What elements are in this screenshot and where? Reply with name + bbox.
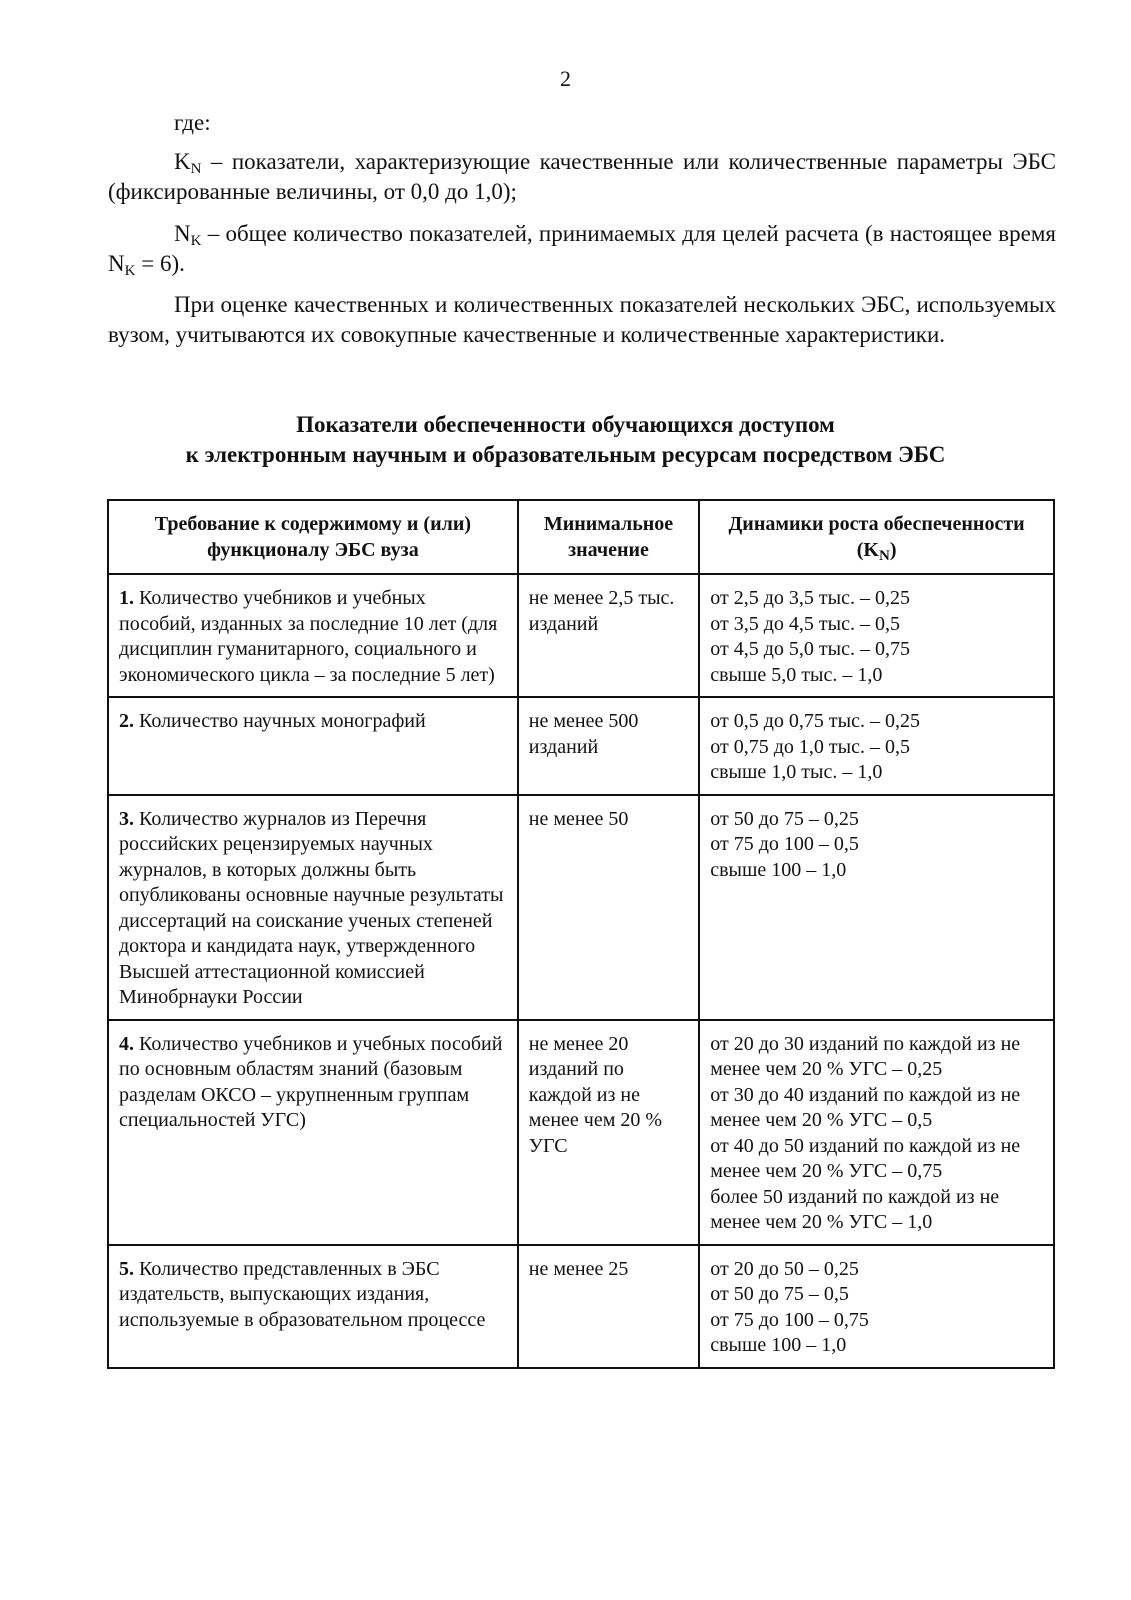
row-number: 3.: [119, 807, 134, 830]
header-requirement: Требование к содержимому и (или) функционалу ЭБС вуза: [108, 500, 518, 574]
heading-line-1: Показатели обеспеченности обучающихся доступом: [296, 412, 835, 437]
dynamics-line: от 3,5 до 4,5 тыс. – 0,5: [710, 612, 900, 635]
dynamics-line: свыше 100 – 1,0: [710, 858, 847, 881]
dynamics-line: от 40 до 50 изданий по каждой из не менее чем 20 % УГС – 0,75: [710, 1134, 1021, 1182]
dynamics-line: от 0,5 до 0,75 тыс. – 0,25: [710, 710, 920, 732]
dynamics-line: от 4,5 до 5,0 тыс. – 0,75: [710, 638, 910, 660]
requirement-text: Количество представленных в ЭБС издательств, выпускающих издания, используемые в образовательном процессе: [119, 1257, 486, 1331]
minimum-cell: не менее 50: [518, 795, 699, 1020]
requirement-cell: [108, 574, 518, 697]
assessment-text: При оценке качественных и количественных показателей нескольких ЭБС, используемых вузом, учитываются их совокупные качественные и количественные характеристики.: [108, 292, 1056, 347]
dynamics-line: от 0,75 до 1,0 тыс. – 0,5: [710, 735, 910, 758]
indicators-table: [107, 499, 1055, 1369]
header-dynamics-subscript: N: [878, 547, 890, 564]
requirement-cell: [108, 1245, 518, 1368]
nk-inline-subscript: K: [124, 263, 136, 279]
nk-definition-part1: – общее количество показателей, принимаемых для целей расчета (в настоящее время N: [108, 221, 1056, 276]
minimum-cell: не менее 25: [518, 1245, 699, 1368]
nk-symbol: N: [174, 221, 191, 246]
requirement-text: Количество научных монографий: [134, 710, 426, 732]
nk-subscript: K: [190, 233, 202, 249]
dynamics-line: свыше 5,0 тыс. – 1,0: [710, 663, 883, 686]
table-row: [108, 795, 1054, 1020]
paragraph-nk: [108, 219, 1056, 279]
page-number: 2: [560, 66, 571, 91]
table-row: [108, 697, 1054, 795]
kn-definition: – показатели, характеризующие качественные или количественные параметры ЭБС (фиксированные величины, от 0,0 до 1,0);: [108, 149, 1056, 204]
paragraph-kn: [108, 147, 1056, 207]
header-dynamics-end: ): [889, 538, 897, 561]
row-number: 2.: [119, 710, 134, 732]
where-label: где:: [174, 110, 211, 135]
requirement-cell: [108, 795, 518, 1020]
requirement-text: Количество учебников и учебных пособий, изданных за последние 10 лет (для дисциплин гуманитарного, социального и экономического цикла – за последние 5 лет): [119, 587, 498, 686]
requirement-text: Количество учебников и учебных пособий по основным областям знаний (базовым разделам ОКСО – укрупненным группам специальностей УГС): [119, 1032, 503, 1131]
dynamics-cell: [699, 574, 1054, 697]
dynamics-line: свыше 1,0 тыс. – 1,0: [710, 761, 883, 783]
dynamics-cell: [699, 1020, 1054, 1245]
dynamics-line: от 50 до 75 – 0,5: [710, 1283, 849, 1305]
requirement-text: Количество журналов из Перечня российских рецензируемых научных журналов, в которых должны быть опубликованы основные научные результаты диссертаций на соискание ученых степеней доктора и кандидата наук, утвержденного Высшей аттестационной комиссией Минобрнауки России: [119, 807, 504, 1008]
dynamics-line: от 2,5 до 3,5 тыс. – 0,25: [710, 587, 910, 609]
kn-subscript: N: [190, 161, 202, 177]
dynamics-line: от 20 до 50 – 0,25: [710, 1257, 859, 1280]
dynamics-line: свыше 100 – 1,0: [710, 1334, 847, 1356]
row-number: 5.: [119, 1257, 134, 1280]
table-row: [108, 1020, 1054, 1245]
minimum-cell: не менее 2,5 тыс. изданий: [518, 574, 699, 697]
dynamics-cell: [699, 795, 1054, 1020]
dynamics-line: от 50 до 75 – 0,25: [710, 807, 859, 830]
header-minimum: Минимальное значение: [518, 500, 699, 574]
dynamics-line: от 30 до 40 изданий по каждой из не менее чем 20 % УГС – 0,5: [710, 1083, 1021, 1131]
row-number: 4.: [119, 1032, 134, 1055]
minimum-cell: не менее 500 изданий: [518, 697, 699, 795]
dynamics-line: от 75 до 100 – 0,5: [710, 833, 859, 855]
row-number: 1.: [119, 587, 134, 609]
requirement-cell: [108, 697, 518, 795]
paragraph-assessment: [108, 290, 1056, 350]
requirement-cell: [108, 1020, 518, 1245]
dynamics-line: от 75 до 100 – 0,75: [710, 1308, 869, 1331]
table-row: [108, 1245, 1054, 1368]
table-heading: [0, 410, 1131, 470]
minimum-cell: не менее 20 изданий по каждой из не менее чем 20 % УГС: [518, 1020, 699, 1245]
table-header-row: [108, 500, 1054, 574]
dynamics-cell: [699, 1245, 1054, 1368]
table-row: [108, 574, 1054, 697]
dynamics-line: от 20 до 30 изданий по каждой из не менее чем 20 % УГС – 0,25: [710, 1032, 1021, 1080]
header-dynamics-text: Динамики роста обеспеченности (K: [728, 513, 1025, 561]
kn-symbol: K: [174, 149, 191, 174]
header-dynamics: [699, 500, 1054, 574]
dynamics-line: более 50 изданий по каждой из не менее чем 20 % УГС – 1,0: [710, 1185, 1000, 1233]
nk-definition-part2: = 6).: [135, 251, 185, 276]
heading-line-2: к электронным научным и образовательным ресурсам посредством ЭБС: [185, 442, 946, 467]
dynamics-cell: [699, 697, 1054, 795]
